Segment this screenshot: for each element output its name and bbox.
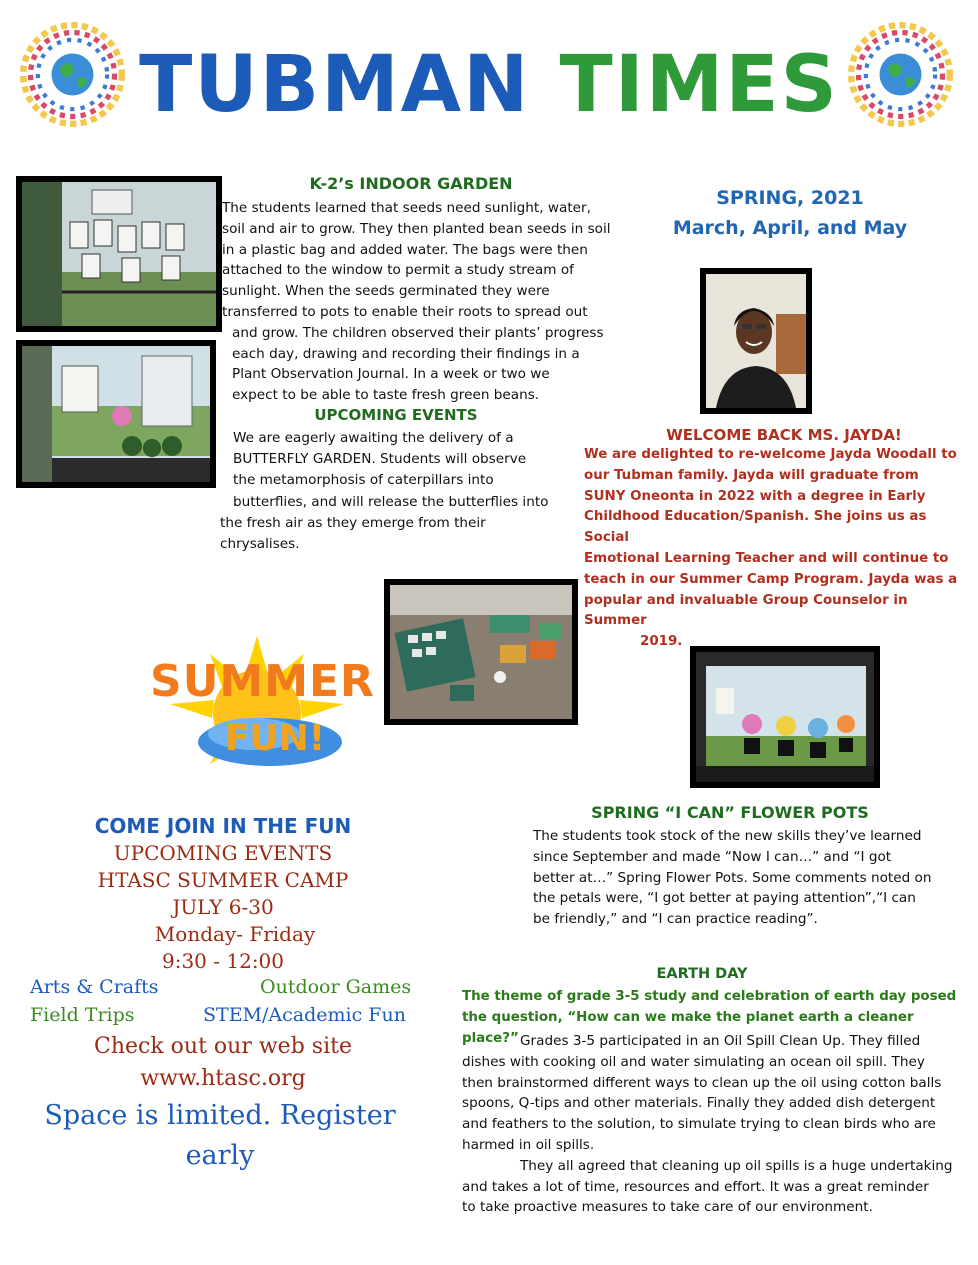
text-line: Childhood Education/Spanish. She joins us as Social bbox=[584, 509, 927, 546]
website-link[interactable]: www.htasc.org bbox=[140, 1066, 306, 1091]
season-line: SPRING, 2021 bbox=[716, 187, 864, 209]
space-limited-note bbox=[10, 1096, 430, 1176]
text-line: SUNY Oneonta in 2022 with a degree in Early bbox=[584, 488, 926, 504]
text-line: our Tubman family. Jayda will graduate from bbox=[584, 467, 919, 483]
garden-text bbox=[222, 198, 612, 406]
text-line: The theme of grade 3-5 study and celebration of earth day posed bbox=[462, 989, 957, 1004]
oil-spill-activity-photo bbox=[384, 579, 578, 725]
activity-arts-crafts: Arts & Crafts bbox=[30, 976, 159, 998]
welcome-heading: WELCOME BACK MS. JAYDA! bbox=[666, 426, 902, 444]
flower-pots-window-photo bbox=[690, 646, 880, 788]
text-line: the petals were, “I got better at paying attention”,“I can bbox=[533, 890, 916, 907]
text-line: transferred to pots to enable their roots to spread out bbox=[222, 303, 588, 320]
text-line: and grow. The children observed their plants’ progress bbox=[232, 324, 604, 341]
text-line: BUTTERFLY GARDEN. Students will observe bbox=[233, 451, 527, 468]
upcoming-events-heading: UPCOMING EVENTS bbox=[314, 406, 478, 424]
text-line: Plant Observation Journal. In a week or two we bbox=[232, 366, 550, 383]
text-line: then brainstormed different ways to clean up the oil using cotton balls bbox=[462, 1074, 942, 1091]
earth-day-text bbox=[462, 1031, 962, 1218]
flower-pots-text bbox=[533, 826, 953, 930]
text-line: Emotional Learning Teacher and will continue to bbox=[584, 550, 949, 566]
flower-pots-heading: SPRING “I CAN” FLOWER POTS bbox=[591, 803, 869, 822]
text-line: to take proactive measures to take care of our environment. bbox=[462, 1199, 873, 1216]
season-dates: March, April, and May bbox=[672, 217, 908, 239]
text-line: soil and air to grow. They then planted bean seeds in soil bbox=[222, 220, 611, 237]
title-word-times: TIMES bbox=[559, 40, 839, 130]
text-line: chrysalises. bbox=[220, 536, 300, 553]
text-line: early bbox=[185, 1140, 255, 1171]
text-line: The students learned that seeds need sunlight, water, bbox=[222, 200, 591, 216]
indoor-garden-window-photo bbox=[16, 340, 216, 488]
activity-outdoor-games: Outdoor Games bbox=[260, 976, 412, 998]
text-line: sunlight. When the seeds germinated they were bbox=[222, 283, 550, 300]
activity-field-trips: Field Trips bbox=[30, 1004, 135, 1026]
camp-name: HTASC SUMMER CAMP bbox=[97, 868, 349, 892]
text-line: butterflies, and will release the butterflies into bbox=[233, 493, 549, 510]
jayda-portrait-photo bbox=[700, 268, 812, 414]
text-line: harmed in oil spills. bbox=[462, 1136, 595, 1153]
join-heading: COME JOIN IN THE FUN bbox=[94, 814, 352, 838]
text-line: the metamorphosis of caterpillars into bbox=[233, 472, 494, 489]
summer-logo-word: SUMMER bbox=[150, 656, 375, 707]
summer-camp-info bbox=[18, 812, 428, 975]
text-line: They all agreed that cleaning up oil spills is a huge undertaking bbox=[520, 1157, 953, 1174]
text-line: We are delighted to re-welcome Jayda Woodall to bbox=[584, 447, 957, 462]
text-line: and takes a lot of time, resources and effort. It was a great reminder bbox=[462, 1178, 929, 1195]
welcome-text bbox=[584, 445, 964, 653]
text-line: We are eagerly awaiting the delivery of a bbox=[233, 430, 514, 446]
text-line: better at…” Spring Flower Pots. Some comments noted on bbox=[533, 869, 932, 886]
text-line: 2019. bbox=[640, 634, 683, 650]
text-line: teach in our Summer Camp Program. Jayda was a bbox=[584, 571, 958, 587]
newsletter-title bbox=[0, 40, 978, 130]
text-line: the question, “How can we make the planet earth a cleaner place?” bbox=[462, 1009, 914, 1046]
summer-fun-logo bbox=[150, 634, 375, 784]
camp-dates: JULY 6-30 bbox=[172, 895, 274, 919]
camp-time: 9:30 - 12:00 bbox=[161, 949, 285, 973]
text-line: be friendly,” and “I can practice reading”. bbox=[533, 911, 818, 928]
title-word-tubman: TUBMAN bbox=[139, 40, 531, 130]
upcoming-events-text bbox=[220, 428, 590, 555]
text-line: and feathers to the solution, to simulate trying to clean birds who are bbox=[462, 1116, 936, 1133]
upcoming-label: UPCOMING EVENTS bbox=[113, 841, 333, 865]
text-line: since September and made “Now I can…” and “I got bbox=[533, 848, 892, 865]
bean-bags-window-photo bbox=[16, 176, 222, 332]
text-line: Grades 3-5 participated in an Oil Spill Clean Up. They filled bbox=[520, 1033, 921, 1049]
camp-days: Monday- Friday bbox=[154, 922, 316, 946]
text-line: expect to be able to taste fresh green beans. bbox=[232, 387, 540, 404]
text-line: The students took stock of the new skills they’ve learned bbox=[533, 828, 922, 844]
website-cta: Check out our web site bbox=[94, 1034, 352, 1059]
text-line: spoons, Q-tips and other materials. Finally they added dish detergent bbox=[462, 1095, 936, 1112]
text-line: each day, drawing and recording their findings in a bbox=[232, 345, 580, 362]
text-line: popular and invaluable Group Counselor in Summer bbox=[584, 592, 908, 629]
text-line: attached to the window to permit a study stream of bbox=[222, 262, 574, 279]
earth-day-heading: EARTH DAY bbox=[656, 966, 748, 982]
text-line: Space is limited. Register bbox=[44, 1100, 396, 1131]
fun-logo-word: FUN! bbox=[224, 718, 326, 759]
text-line: the fresh air as they emerge from their bbox=[220, 514, 486, 531]
activity-stem: STEM/Academic Fun bbox=[203, 1004, 406, 1026]
garden-heading: K-2’s INDOOR GARDEN bbox=[309, 174, 513, 193]
text-line: dishes with cooking oil and water simulating an ocean oil spill. They bbox=[462, 1053, 925, 1070]
season-banner bbox=[640, 183, 940, 243]
text-line: in a plastic bag and added water. The bags were then bbox=[222, 241, 588, 258]
